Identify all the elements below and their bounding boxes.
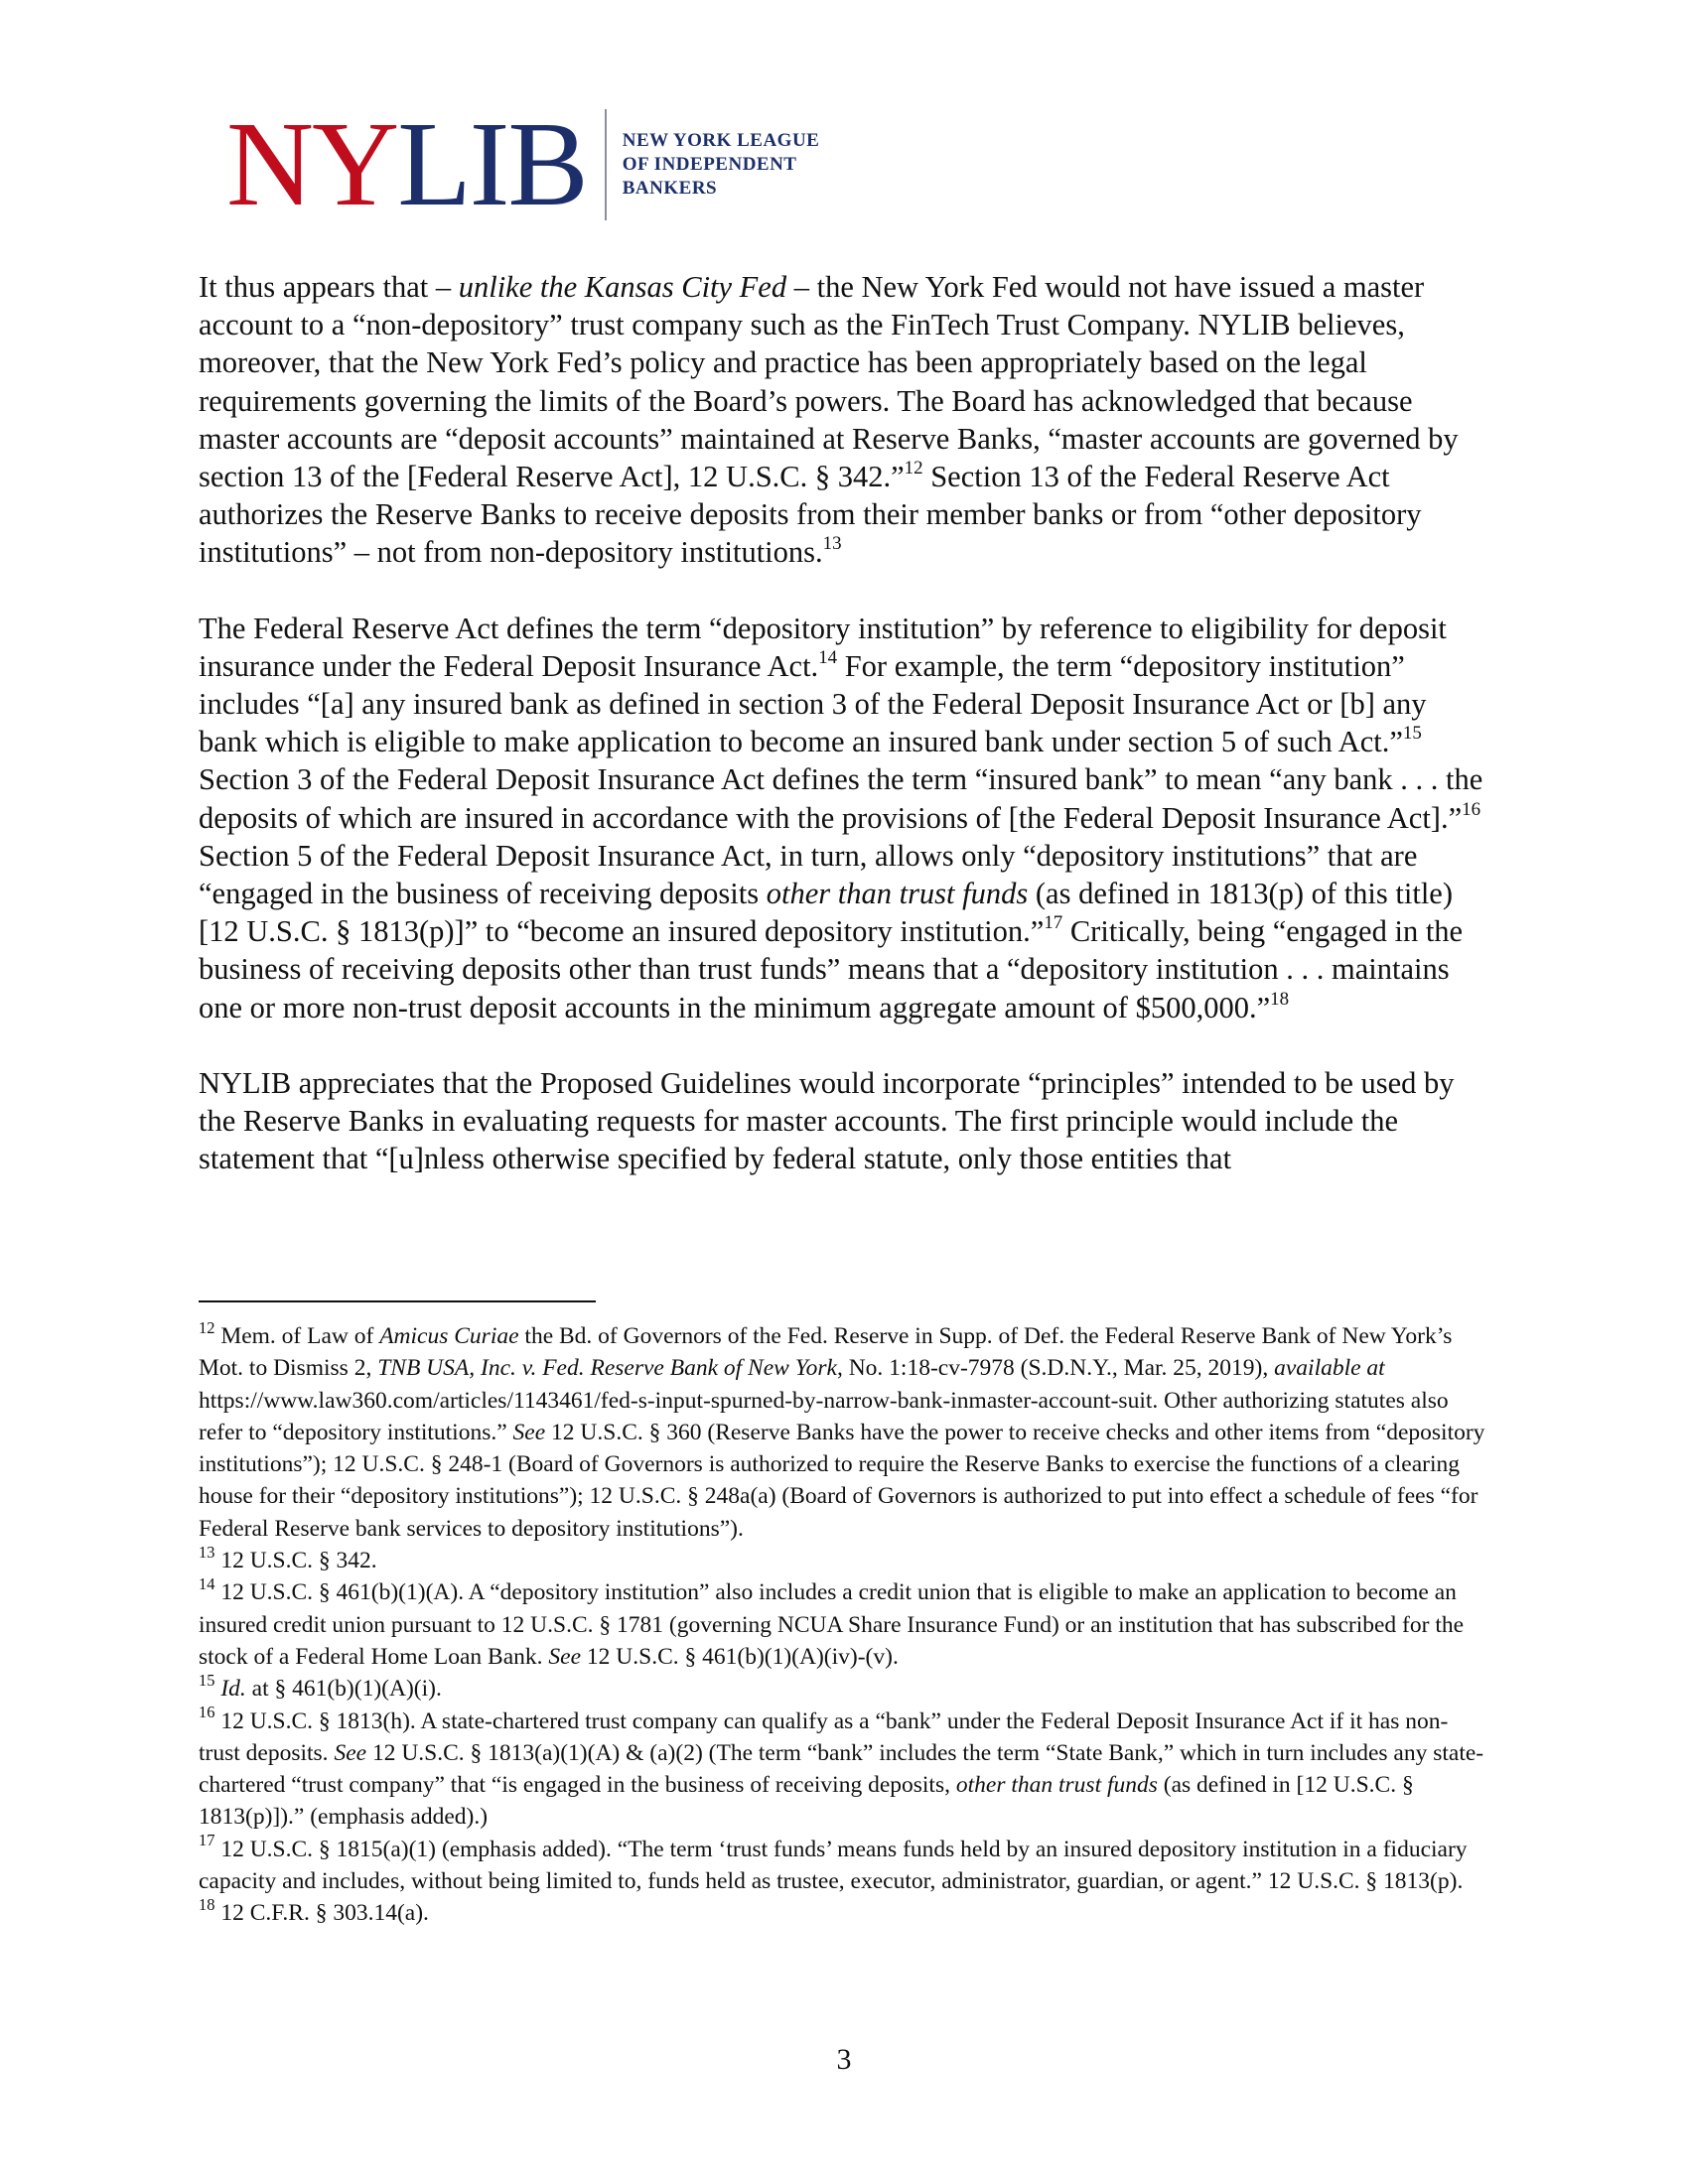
- footnote-number: 13: [199, 1542, 215, 1562]
- footnote-separator: [199, 1300, 596, 1302]
- footnote-link-text[interactable]: https://www.law360.com/articles/1143461/fed-s-input-spurned-by-narrow-bank-inmaster-account-suit. Other authorizing statutes also refer to “depository institutions.”: [199, 1387, 1449, 1445]
- logo-divider: [605, 109, 607, 220]
- footnote-number: 18: [199, 1894, 215, 1914]
- p2-text-6: Critically, being “engaged in the business of receiving deposits other than trust funds” means that a “depository institution . . . maintains one or more non-trust deposit accounts in the minimum aggregate amount of $500,000.”: [199, 914, 1464, 1024]
- footnotes: [199, 1317, 1489, 1930]
- logo-text-red: NY: [226, 97, 398, 231]
- footnote-emphasis: Amicus Curiae: [379, 1323, 519, 1349]
- p2-text-5: (as defined in 1813(p) of this title) [12 U.S.C. § 1813(p)]” to “become an insured depository institution.”: [199, 877, 1453, 949]
- footnote-ref-15[interactable]: 15: [1402, 723, 1422, 745]
- org-name-line-2: OF INDEPENDENT: [622, 154, 797, 175]
- p2-text-3: Section 3 of the Federal Deposit Insurance Act defines the term “insured bank” to mean “any bank . . . the deposits of which are insured in accordance with the provisions of [the Federal Deposit Insurance Act].”: [199, 762, 1483, 835]
- footnote-text: 12 U.S.C. § 342.: [214, 1548, 377, 1574]
- paragraph-3: NYLIB appreciates that the Proposed Guidelines would incorporate “principles” intended to be used by the Reserve Banks in evaluating requests for master accounts. The first principle would include the statement that “[u]nless otherwise specified by federal statute, only those entities that: [199, 1065, 1455, 1176]
- footnote-emphasis: Id.: [220, 1676, 246, 1703]
- footnote-case-name: TNB USA, Inc. v. Fed. Reserve Bank of New York: [377, 1355, 837, 1382]
- footnote-15: [199, 1670, 1489, 1705]
- p2-emphasis: other than trust funds: [766, 877, 1029, 911]
- footnote-text: 12 U.S.C. § 461(b)(1)(A)(iv)-(v).: [581, 1643, 899, 1670]
- p2-text-2: For example, the term “depository institution” includes “[a] any insured bank as defined in section 3 of the Federal Deposit Insurance Act or [b] any bank which is eligible to make application to become an insured bank under section 5 of such Act.”: [199, 648, 1427, 759]
- footnote-17: [199, 1831, 1489, 1898]
- footnote-text: at § 461(b)(1)(A)(i).: [245, 1676, 442, 1703]
- footnote-number: 15: [199, 1670, 215, 1690]
- org-name-line-3: BANKERS: [622, 178, 718, 199]
- footnote-text: 12 U.S.C. § 360 (Reserve Banks have the power to receive checks and other items from “depository institutions”); 12 U.S.C. § 248-1 (Board of Governors is authorized to require the Reserve Banks to exercise the functions of a clearing house for their “depository institutions”); 12 U.S.C. § 248a(a) (Board of Governors is authorized to put into effect a schedule of fees “for Federal Reserve bank services to depository institutions”).: [199, 1419, 1485, 1542]
- footnote-number: 16: [199, 1703, 215, 1722]
- footnote-13: [199, 1542, 1489, 1576]
- footnote-text: 12 U.S.C. § 461(b)(1)(A). A “depository institution” also includes a credit union that is eligible to make an application to become an insured credit union pursuant to 12 U.S.C. § 1781 (governing NCUA Share Insurance Fund) or an institution that has subscribed for the stock of a Federal Home Loan Bank.: [199, 1579, 1465, 1670]
- footnote-ref-17[interactable]: 17: [1044, 912, 1063, 934]
- footnote-text: , No. 1:18-cv-7978 (S.D.N.Y., Mar. 25, 2019),: [836, 1355, 1275, 1382]
- footnote-emphasis: other than trust funds: [955, 1772, 1158, 1799]
- footnote-emphasis: See: [334, 1739, 367, 1766]
- footnote-text: (as defined in [12 U.S.C. § 1813(p)]).” (emphasis added).): [199, 1772, 1414, 1831]
- p1-text-1: It thus appears that –: [199, 270, 459, 304]
- p2-text-4: Section 5 of the Federal Deposit Insurance Act, in turn, allows only “depository institutions” that are “engaged in the business of receiving deposits: [199, 838, 1418, 911]
- org-name-line-1: NEW YORK LEAGUE: [622, 130, 820, 151]
- footnote-text: the Bd. of Governors of the Fed. Reserve in Supp. of Def. the Federal Reserve Bank of New York’s Mot. to Dismiss 2,: [199, 1323, 1453, 1382]
- footnote-number: 12: [199, 1317, 215, 1337]
- footnote-emphasis: See: [548, 1643, 582, 1670]
- footnote-text: 12 U.S.C. § 1813(h). A state-chartered trust company can qualify as a “bank” under the Federal Deposit Insurance Act if it has non-trust deposits.: [199, 1707, 1449, 1766]
- letterhead: [226, 97, 820, 231]
- footnote-12: [199, 1317, 1489, 1545]
- footnote-14: [199, 1573, 1489, 1673]
- footnote-text: 12 U.S.C. § 1815(a)(1) (emphasis added). “The term ‘trust funds’ means funds held by an insured depository institution in a fiduciary capacity and includes, without being limited to, funds held as trustee, executor, administrator, guardian, or agent.” 12 U.S.C. § 1813(p).: [199, 1836, 1468, 1895]
- footnote-text: Mem. of Law of: [214, 1323, 380, 1349]
- p2-text-1: The Federal Reserve Act defines the term “depository institution” by reference to eligibility for deposit insurance under the Federal Deposit Insurance Act.: [199, 611, 1447, 683]
- paragraph-2: [199, 610, 1489, 1026]
- footnote-number: 14: [199, 1573, 215, 1593]
- footnote-text: 12 C.F.R. § 303.14(a).: [214, 1900, 429, 1927]
- footnote-number: 17: [199, 1831, 215, 1850]
- footnote-emphasis: See: [512, 1419, 546, 1445]
- footnote-emphasis: available at: [1274, 1355, 1385, 1382]
- page-number: 3: [836, 2043, 852, 2076]
- logo-text-blue: LIB: [397, 97, 587, 231]
- footnote-text: 12 U.S.C. § 1813(a)(1)(A) & (a)(2) (The term “bank” includes the term “State Bank,” which in turn includes any state-chartered “trust company” that “is engaged in the business of receiving deposits,: [199, 1739, 1484, 1799]
- paragraph-1: [199, 268, 1489, 572]
- p1-emphasis: unlike the Kansas City Fed: [458, 270, 787, 304]
- p1-text-2: – the New York Fed would not have issued a master account to a “non-depository” trust company such as the FinTech Trust Company. NYLIB believes, moreover, that the New York Fed’s policy and practice has been appropriately based on the legal requirements governing the limits of the Board’s powers. The Board has acknowledged that because master accounts are “deposit accounts” maintained at Reserve Banks, “master accounts are governed by section 13 of the [Federal Reserve Act], 12 U.S.C. § 342.”: [199, 270, 1459, 494]
- footnote-ref-14[interactable]: 14: [818, 646, 838, 668]
- footnote-ref-13[interactable]: 13: [822, 533, 842, 555]
- organization-name: [623, 129, 820, 201]
- footnote-16: [199, 1703, 1489, 1834]
- footnote-ref-16[interactable]: 16: [1462, 798, 1481, 820]
- footnote-18: [199, 1894, 1489, 1929]
- p1-text-3: Section 13 of the Federal Reserve Act authorizes the Reserve Banks to receive deposits from their member banks or from “other depository institutions” – not from non-depository institutions.: [199, 460, 1422, 570]
- nylib-logo: [226, 97, 587, 231]
- body-text: [199, 268, 1489, 1215]
- footnote-ref-18[interactable]: 18: [1270, 988, 1290, 1010]
- footnote-ref-12[interactable]: 12: [904, 457, 923, 478]
